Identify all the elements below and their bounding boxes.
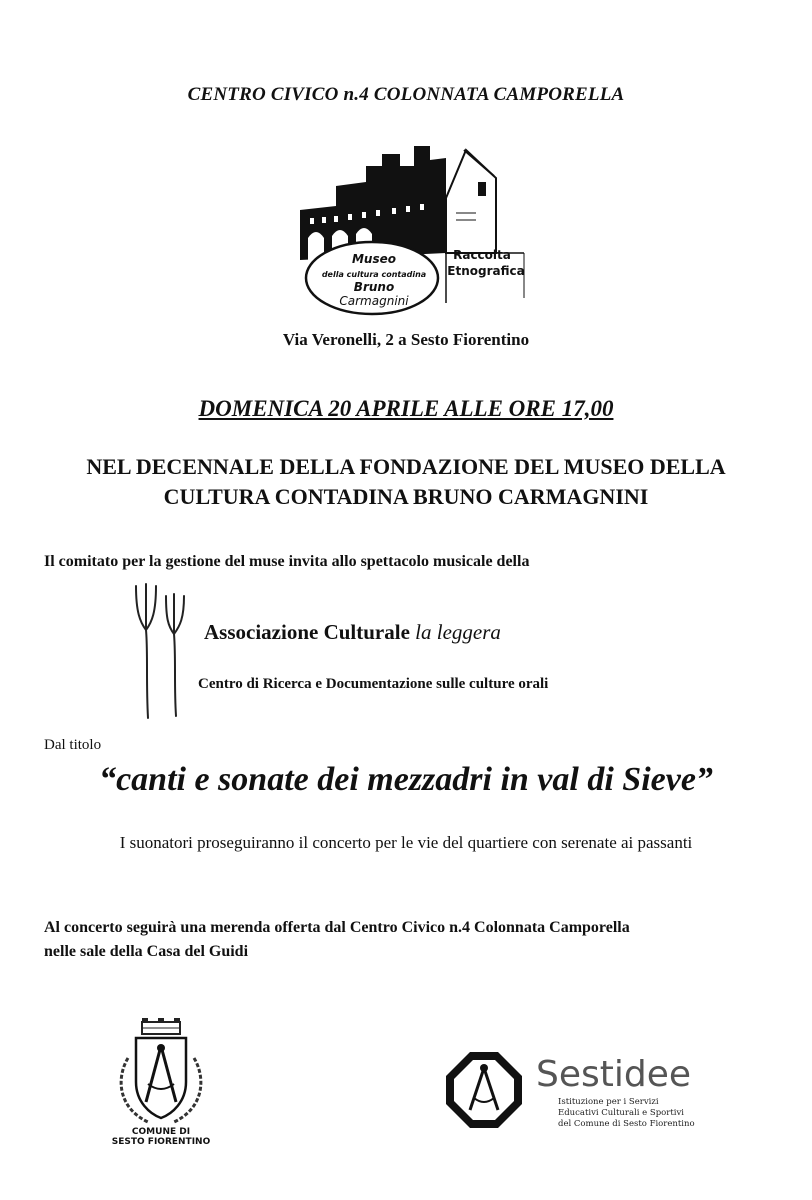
museum-logo [296,138,532,318]
sestidee-logo [442,1046,722,1134]
header-title: CENTRO CIVICO n.4 COLONNATA CAMPORELLA [187,84,625,105]
title-label: Dal titolo [44,737,102,753]
museum-oval-line3: Bruno [353,280,395,294]
comune-line1: COMUNE DI [131,1127,191,1137]
invite-text: Il comitato per la gestione del muse invita allo spettacolo musicale della [44,553,530,570]
museum-oval-line1: Museo [351,252,397,266]
museum-right-line2: Etnografica [447,264,525,278]
pitchfork-icon [126,582,190,722]
headline-line1: NEL DECENNALE DELLA FONDAZIONE DEL MUSEO DELLA [86,454,726,479]
association-description: Centro di Ricerca e Documentazione sulle culture orali [198,676,549,692]
museum-oval-line2: della cultura contadina [321,270,427,279]
sestidee-sub1: Istituzione per i Servizi [558,1097,659,1107]
sestidee-brand: Sestidee [536,1054,692,1095]
headline-line2: CULTURA CONTADINA BRUNO CARMAGNINI [163,484,649,509]
snack-note-line1: Al concerto seguirà una merenda offerta dal Centro Civico n.4 Colonnata Camporella [44,919,630,936]
sestidee-sub2: Educativi Culturali e Sportivi [558,1108,684,1118]
event-date: DOMENICA 20 APRILE ALLE ORE 17,00 [198,396,614,421]
address: Via Veronelli, 2 a Sesto Fiorentino [282,330,530,349]
snack-note [44,916,784,964]
snack-note-line2: nelle sale della Casa del Guidi [44,943,249,960]
comune-line2: SESTO FIORENTINO [111,1137,211,1146]
association-name [204,620,764,645]
performers-note: I suonatori proseguiranno il concerto per le vie del quartiere con serenate ai passanti [119,833,693,852]
association-name-regular: Associazione Culturale [204,620,416,644]
museum-oval-line4: Carmagnini [339,294,409,308]
association-name-italic: la leggera [415,620,501,644]
sestidee-sub3: del Comune di Sesto Fiorentino [558,1119,695,1129]
museum-right-line1: Raccolta [453,248,511,262]
comune-coat-of-arms-logo [108,1018,214,1146]
headline [0,452,812,512]
show-title: “canti e sonate dei mezzadri in val di Sieve” [99,761,713,798]
